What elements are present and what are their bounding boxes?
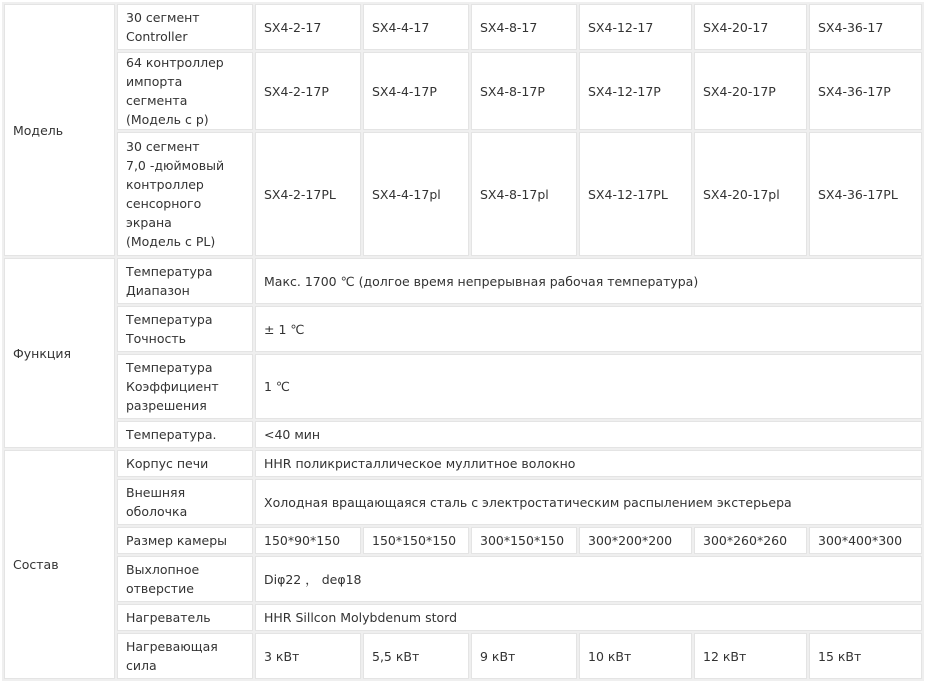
group-label-function: Функция: [4, 258, 115, 448]
table-row: [4, 52, 922, 130]
model-cell: SX4-4-17P: [363, 52, 469, 130]
heating-power-cell: 9 кВт: [471, 633, 577, 679]
model-cell: SX4-12-17PL: [579, 132, 692, 256]
row-label: Нагреватель: [117, 604, 253, 631]
model-cell: SX4-4-17: [363, 4, 469, 50]
row-label: 30 сегмент Controller: [117, 4, 253, 50]
row-label: Нагревающая сила: [117, 633, 253, 679]
table-row: [4, 421, 922, 448]
heating-power-cell: 12 кВт: [694, 633, 807, 679]
row-label: Выхлопное отверстие: [117, 556, 253, 602]
function-value: 1 ℃: [255, 354, 922, 419]
chamber-size-cell: 300*200*200: [579, 527, 692, 554]
table-row: [4, 527, 922, 554]
model-cell: SX4-20-17pl: [694, 132, 807, 256]
chamber-size-cell: 150*90*150: [255, 527, 361, 554]
group-label-composition: Состав: [4, 450, 115, 679]
row-label: Размер камеры: [117, 527, 253, 554]
function-value: Макс. 1700 ℃ (долгое время непрерывная рабочая температура): [255, 258, 922, 304]
model-cell: SX4-20-17P: [694, 52, 807, 130]
chamber-size-cell: 150*150*150: [363, 527, 469, 554]
row-label: 30 сегмент 7,0 -дюймовый контроллер сенсорного экрана (Модель с PL): [117, 132, 253, 256]
function-value: ± 1 ℃: [255, 306, 922, 352]
row-label: Температура.: [117, 421, 253, 448]
model-cell: SX4-2-17: [255, 4, 361, 50]
heating-power-cell: 5,5 кВт: [363, 633, 469, 679]
model-cell: SX4-12-17: [579, 4, 692, 50]
table-row: [4, 306, 922, 352]
table-row: [4, 354, 922, 419]
row-label: Корпус печи: [117, 450, 253, 477]
row-label: Температура Диапазон: [117, 258, 253, 304]
table-row: [4, 479, 922, 525]
composition-value: Холодная вращающаяся сталь с электростатическим распылением экстерьера: [255, 479, 922, 525]
model-cell: SX4-8-17: [471, 4, 577, 50]
model-cell: SX4-8-17pl: [471, 132, 577, 256]
heating-power-cell: 10 кВт: [579, 633, 692, 679]
chamber-size-cell: 300*400*300: [809, 527, 922, 554]
table-row: [4, 4, 922, 50]
chamber-size-cell: 300*150*150: [471, 527, 577, 554]
model-cell: SX4-36-17P: [809, 52, 922, 130]
table-row: [4, 556, 922, 602]
model-cell: SX4-20-17: [694, 4, 807, 50]
table-row: [4, 450, 922, 477]
table-row: [4, 258, 922, 304]
spec-table: [2, 2, 924, 681]
table-row: [4, 633, 922, 679]
composition-value: HHR поликристаллическое муллитное волокно: [255, 450, 922, 477]
composition-value: Diφ22 ， deφ18: [255, 556, 922, 602]
row-label: Внешняя оболочка: [117, 479, 253, 525]
model-cell: SX4-36-17PL: [809, 132, 922, 256]
function-value: <40 мин: [255, 421, 922, 448]
model-cell: SX4-2-17P: [255, 52, 361, 130]
table-row: [4, 132, 922, 256]
model-cell: SX4-4-17pl: [363, 132, 469, 256]
heating-power-cell: 3 кВт: [255, 633, 361, 679]
chamber-size-cell: 300*260*260: [694, 527, 807, 554]
composition-value: HHR Sillcon Molybdenum stord: [255, 604, 922, 631]
table-row: [4, 604, 922, 631]
model-cell: SX4-2-17PL: [255, 132, 361, 256]
model-cell: SX4-12-17P: [579, 52, 692, 130]
model-cell: SX4-36-17: [809, 4, 922, 50]
row-label: Температура Точность: [117, 306, 253, 352]
row-label: 64 контроллер импорта сегмента (Модель с p): [117, 52, 253, 130]
heating-power-cell: 15 кВт: [809, 633, 922, 679]
row-label: Температура Коэффициент разрешения: [117, 354, 253, 419]
group-label-model: Модель: [4, 4, 115, 256]
model-cell: SX4-8-17P: [471, 52, 577, 130]
